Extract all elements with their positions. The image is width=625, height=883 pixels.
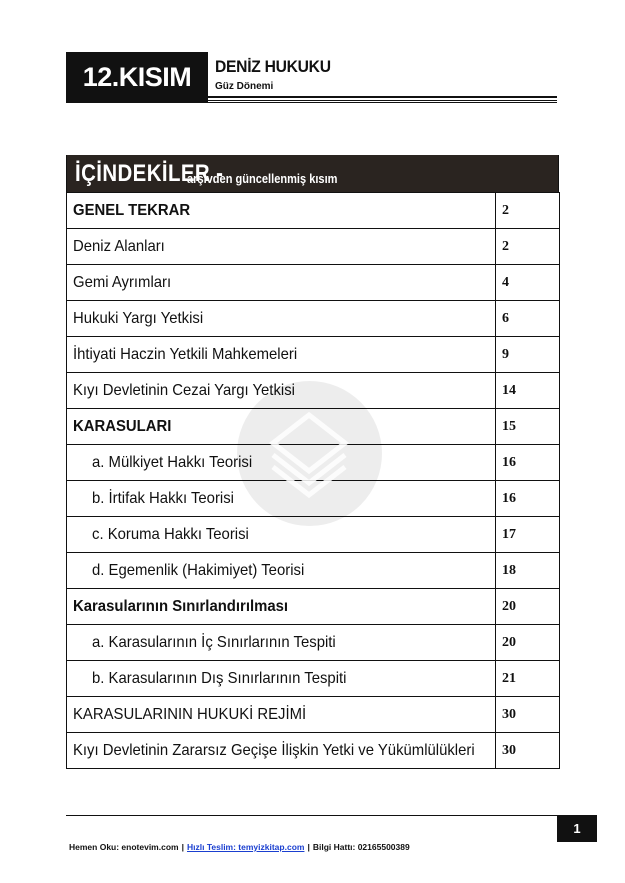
toc-entry-page: 17 — [496, 517, 560, 553]
toc-row[interactable] — [67, 337, 560, 373]
toc-entry-label[interactable]: KARASULARI — [73, 417, 172, 435]
footer-links — [69, 842, 410, 852]
toc-row[interactable] — [67, 697, 560, 733]
toc-row[interactable] — [67, 625, 560, 661]
toc-entry-page: 16 — [496, 445, 560, 481]
header-rule — [66, 102, 557, 103]
toc-header — [66, 155, 559, 192]
toc-entry-label[interactable]: KARASULARININ HUKUKİ REJİMİ — [73, 705, 307, 723]
toc-entry-label[interactable]: Deniz Alanları — [73, 237, 165, 255]
footer-separator: | — [181, 842, 184, 852]
toc-entry-label[interactable]: c. Koruma Hakkı Teorisi — [92, 525, 249, 543]
section-badge: 12.KISIM — [66, 52, 208, 102]
toc-entry-label[interactable]: Gemi Ayrımları — [73, 273, 172, 291]
toc-row[interactable] — [67, 193, 560, 229]
header-rule — [208, 96, 557, 98]
header-rule — [208, 100, 557, 101]
toc-entry-page: 9 — [496, 337, 560, 373]
toc-entry-page: 30 — [496, 733, 560, 769]
page-number: 1 — [557, 815, 597, 842]
toc-entry-label[interactable]: b. Karasularının Dış Sınırlarının Tespiti — [92, 669, 347, 687]
toc-row[interactable] — [67, 445, 560, 481]
toc-entry-label[interactable]: b. İrtifak Hakkı Teorisi — [92, 489, 234, 507]
footer-read-link[interactable]: Hemen Oku: enotevim.com — [69, 842, 179, 852]
toc-entry-label[interactable]: d. Egemenlik (Hakimiyet) Teorisi — [92, 561, 305, 579]
footer-separator: | — [307, 842, 310, 852]
toc-row[interactable] — [67, 589, 560, 625]
toc-entry-label[interactable]: Kıyı Devletinin Cezai Yargı Yetkisi — [73, 381, 295, 399]
toc-entry-page: 21 — [496, 661, 560, 697]
toc-entry-page: 20 — [496, 589, 560, 625]
toc-row[interactable] — [67, 301, 560, 337]
toc-entry-label[interactable]: Hukuki Yargı Yetkisi — [73, 309, 204, 327]
toc-row[interactable] — [67, 481, 560, 517]
toc-entry-page: 14 — [496, 373, 560, 409]
toc-title: İÇİNDEKİLER - — [75, 160, 224, 187]
toc-entry-page: 16 — [496, 481, 560, 517]
footer-rule — [66, 815, 557, 816]
toc-entry-page: 2 — [496, 229, 560, 265]
toc-row[interactable] — [67, 733, 560, 769]
table-of-contents — [66, 155, 559, 769]
toc-entry-label[interactable]: Karasularının Sınırlandırılması — [73, 597, 289, 615]
toc-entry-page: 30 — [496, 697, 560, 733]
toc-row[interactable] — [67, 409, 560, 445]
toc-table — [66, 192, 560, 769]
toc-note: arşivden güncellenmiş kısım — [187, 171, 338, 186]
toc-entry-label[interactable]: a. Karasularının İç Sınırlarının Tespiti — [92, 633, 336, 651]
toc-entry-page: 18 — [496, 553, 560, 589]
toc-row[interactable] — [67, 265, 560, 301]
document-title: DENİZ HUKUKU — [215, 57, 331, 76]
toc-entry-label[interactable]: a. Mülkiyet Hakkı Teorisi — [92, 453, 253, 471]
toc-row[interactable] — [67, 373, 560, 409]
toc-entry-label[interactable]: GENEL TEKRAR — [73, 201, 191, 219]
toc-entry-label[interactable]: Kıyı Devletinin Zararsız Geçişe İlişkin Yetki ve Yükümlülükleri — [73, 741, 475, 759]
toc-row[interactable] — [67, 229, 560, 265]
document-subtitle: Güz Dönemi — [215, 81, 274, 92]
toc-entry-page: 6 — [496, 301, 560, 337]
footer-delivery-link[interactable]: Hızlı Teslim: temyizkitap.com — [186, 842, 305, 852]
toc-entry-page: 20 — [496, 625, 560, 661]
toc-row[interactable] — [67, 661, 560, 697]
toc-entry-page: 4 — [496, 265, 560, 301]
toc-row[interactable] — [67, 517, 560, 553]
footer-hotline: Bilgi Hattı: 02165500389 — [312, 842, 410, 852]
toc-entry-label[interactable]: İhtiyati Haczin Yetkili Mahkemeleri — [73, 345, 298, 363]
toc-row[interactable] — [67, 553, 560, 589]
toc-entry-page: 2 — [496, 193, 560, 229]
toc-entry-page: 15 — [496, 409, 560, 445]
